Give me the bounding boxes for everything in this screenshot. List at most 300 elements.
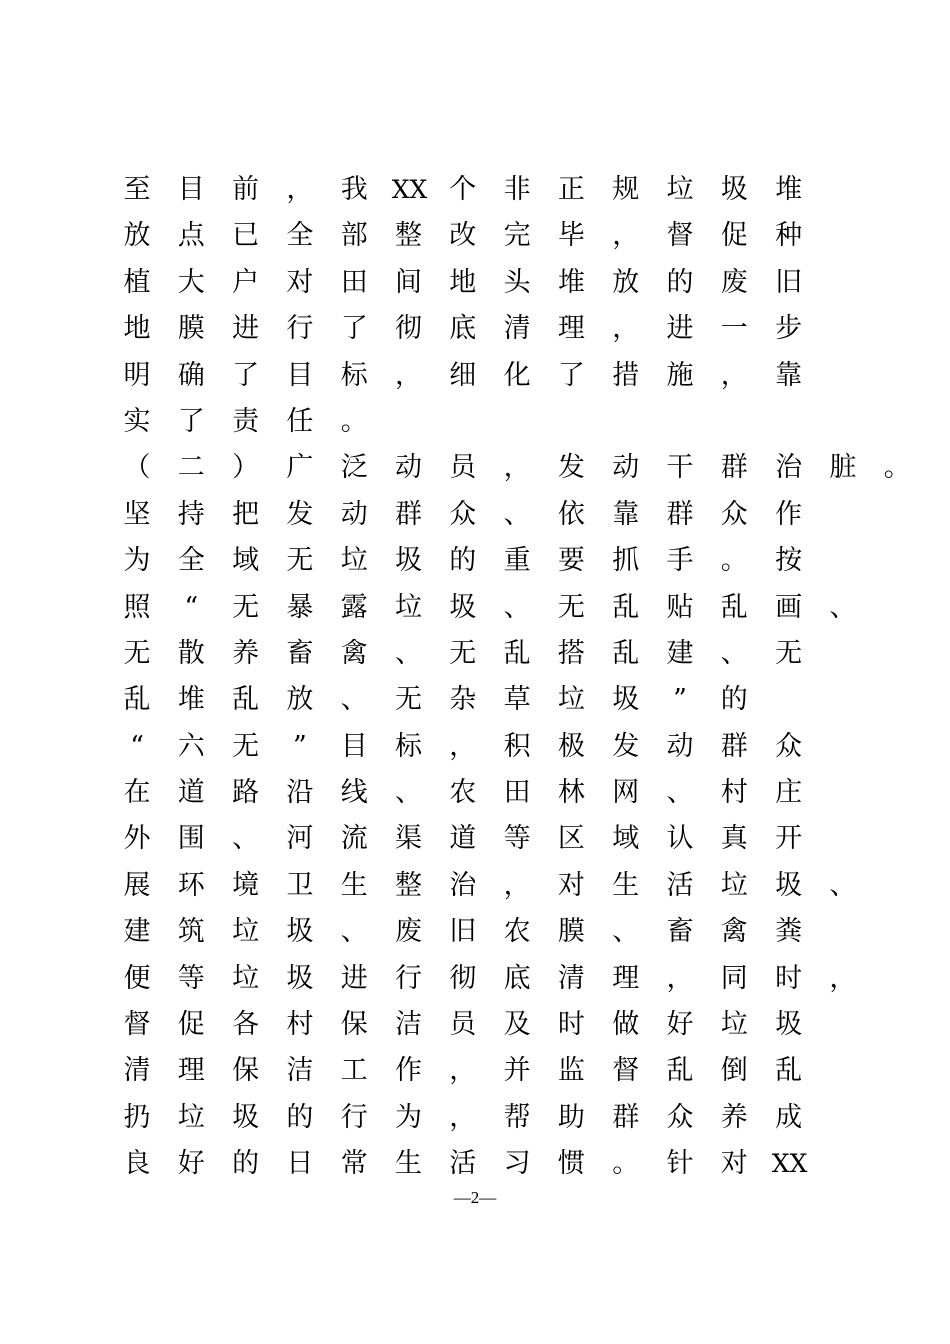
line-glyph: 暴 [286,591,314,623]
line-glyph: 良 [123,1148,151,1180]
line-glyph: 膜 [177,313,205,345]
line-glyph: 地 [449,266,477,298]
line-glyph: 圾 [395,545,422,577]
page-number: —2— [453,1188,497,1207]
line-glyph: 作 [775,498,803,530]
line-glyph: 员 [449,1009,477,1041]
line-glyph: 整 [395,220,422,252]
line-glyph: 部 [340,220,368,252]
line-glyph: 。 [612,1148,640,1180]
line-glyph: 圾 [449,591,477,623]
line-glyph: 圾 [286,962,314,994]
line-glyph: 对 [286,266,314,298]
line-glyph: 散 [177,637,205,669]
line-glyph: 放 [286,684,314,716]
line-glyph: 、 [340,916,368,948]
line-glyph: 了 [177,405,205,437]
line-glyph: 沿 [286,777,314,809]
line-glyph: 的 [666,266,694,298]
line-glyph: 督 [123,1009,151,1041]
line-glyph: ） [232,452,260,484]
line-glyph: 、 [720,637,748,669]
line-glyph: 保 [232,1055,260,1087]
line-glyph: 行 [340,1101,368,1133]
line-glyph: 进 [666,313,694,345]
line-glyph: ， [612,313,640,345]
line-glyph: 境 [232,869,260,901]
line-glyph: 乱 [232,684,260,716]
line-glyph: 抓 [612,545,640,577]
line-glyph: 作 [395,1055,422,1087]
line-glyph: 流 [340,823,368,855]
line-glyph: 至 [123,174,151,205]
line-glyph: 常 [340,1148,368,1180]
line-glyph: 的 [232,1148,260,1180]
line-glyph: 治 [449,869,477,901]
line-glyph: 养 [232,637,260,669]
line-glyph: 做 [612,1009,640,1041]
line-glyph: 田 [503,777,531,809]
line-glyph: 卫 [286,869,314,901]
line-glyph: 开 [775,823,803,855]
line-glyph: 、 [829,869,857,901]
line-glyph: 线 [340,777,368,809]
line-glyph: 众 [775,730,803,762]
line-glyph: 禽 [720,916,748,948]
line-glyph: 要 [557,545,585,577]
line-glyph: 治 [775,452,803,484]
line-glyph: 村 [286,1009,314,1041]
line-glyph: 群 [395,498,422,530]
line-glyph: 建 [666,637,694,669]
text-line [124,399,884,445]
line-glyph: 圾 [612,684,640,716]
text-line [124,1002,884,1048]
text-line [124,770,884,816]
line-glyph: 生 [395,1148,422,1180]
line-glyph: 、 [666,777,694,809]
line-glyph: 并 [503,1055,531,1087]
line-glyph: 畜 [286,637,314,669]
line-glyph: 扔 [123,1101,151,1133]
line-glyph: 明 [123,359,151,391]
line-glyph: 清 [557,962,585,994]
text-line [124,631,884,677]
line-glyph: 时 [775,962,803,994]
line-glyph: 底 [449,313,477,345]
line-glyph: 为 [123,545,151,577]
line-glyph: 无 [557,591,585,623]
line-glyph: 了 [232,359,260,391]
line-glyph: 持 [177,498,205,530]
line-glyph: 。 [720,545,748,577]
line-glyph: 区 [557,823,585,855]
line-glyph: 群 [666,498,694,530]
line-glyph: 认 [666,823,694,855]
line-glyph: 脏 [829,452,857,484]
line-glyph: 全 [177,545,205,577]
text-line [124,260,884,306]
line-glyph: 好 [177,1148,205,1180]
text-line [124,816,884,862]
line-glyph: 环 [177,869,205,901]
line-glyph: 地 [123,313,151,345]
line-glyph: 堆 [775,174,803,205]
line-glyph: XX [771,1149,808,1179]
line-glyph: 垃 [177,1101,205,1133]
line-glyph: 靠 [775,359,803,391]
text-line [124,213,884,259]
line-glyph: 确 [177,359,205,391]
line-glyph: 动 [340,498,368,530]
line-glyph: 养 [720,1101,748,1133]
text-line [124,677,884,723]
line-glyph: “ [130,730,144,762]
line-glyph: 惯 [557,1148,585,1180]
text-line [124,909,884,955]
text-line [124,724,884,770]
line-glyph: 杂 [449,684,477,716]
line-glyph: 农 [503,916,531,948]
line-glyph: 成 [775,1101,803,1133]
line-glyph: 了 [340,313,368,345]
line-glyph: 乱 [720,591,748,623]
line-glyph: 众 [449,498,477,530]
line-glyph: 旧 [449,916,477,948]
line-glyph: 促 [720,220,748,252]
line-glyph: 日 [286,1148,314,1180]
line-glyph: 工 [340,1055,368,1087]
line-glyph: 广 [286,452,314,484]
line-glyph: ， [720,359,748,391]
line-glyph: 改 [449,220,477,252]
line-glyph: 网 [612,777,640,809]
line-glyph: 彻 [449,962,477,994]
text-line [124,1048,884,1094]
body-text [123,167,911,1188]
line-glyph: 进 [232,313,260,345]
line-glyph: 对 [720,1148,748,1180]
text-line [124,956,884,1002]
line-glyph: 目 [340,730,368,762]
line-glyph: 正 [557,174,585,205]
line-glyph: ， [449,1055,477,1087]
line-glyph: 、 [395,777,422,809]
line-glyph: 、 [829,591,857,623]
line-glyph: 洁 [395,1009,422,1041]
line-glyph: 林 [557,777,585,809]
line-glyph: 化 [503,359,531,391]
line-glyph: 筑 [177,916,205,948]
line-glyph: 种 [775,220,803,252]
line-glyph: 便 [123,962,151,994]
line-glyph: 无 [232,730,260,762]
text-line [124,538,884,584]
line-glyph: 堆 [177,684,205,716]
line-glyph: 路 [232,777,260,809]
line-glyph: （ [123,452,151,484]
line-glyph: 圾 [775,1009,803,1041]
line-glyph: 乱 [612,591,640,623]
line-glyph: 照 [123,591,151,623]
line-glyph: 整 [395,869,422,901]
line-glyph: 保 [340,1009,368,1041]
line-glyph: 域 [232,545,260,577]
line-glyph: 动 [612,452,640,484]
line-glyph: 群 [720,730,748,762]
line-glyph: 。 [340,405,368,437]
line-glyph: ， [286,174,314,205]
line-glyph: 河 [286,823,314,855]
line-glyph: 众 [720,498,748,530]
line-glyph: 等 [177,962,205,994]
line-glyph: 、 [612,916,640,948]
line-glyph: 我 [340,174,368,205]
line-glyph: 放 [123,220,151,252]
line-glyph: 间 [395,266,422,298]
line-glyph: 展 [123,869,151,901]
line-glyph: 草 [503,684,531,716]
line-glyph: 手 [666,545,694,577]
line-glyph: 六 [177,730,205,762]
line-glyph: 施 [666,359,694,391]
line-glyph: 习 [503,1148,531,1180]
line-glyph: 依 [557,498,585,530]
line-glyph: 田 [340,266,368,298]
text-line [124,167,884,213]
line-glyph: 禽 [340,637,368,669]
line-glyph: ” [292,730,307,762]
line-glyph: 头 [503,266,531,298]
line-glyph: 外 [123,823,151,855]
line-glyph: 目 [286,359,314,391]
line-glyph: 、 [503,498,531,530]
line-glyph: 标 [340,359,368,391]
line-glyph: 活 [666,869,694,901]
line-glyph: 村 [720,777,748,809]
line-glyph: 动 [395,452,422,484]
line-glyph: 发 [286,498,314,530]
line-glyph: 道 [449,823,477,855]
line-glyph: 坚 [123,498,151,530]
line-glyph: ” [673,684,687,716]
line-glyph: 垃 [720,1009,748,1041]
line-glyph: 监 [557,1055,585,1087]
line-glyph: 户 [232,266,260,298]
line-glyph: 道 [177,777,205,809]
line-glyph: 积 [503,730,531,762]
line-glyph: 实 [123,405,151,437]
line-glyph: 画 [775,591,803,623]
line-glyph: 、 [232,823,260,855]
line-glyph: ， [449,1101,477,1133]
line-glyph: 已 [232,220,260,252]
line-glyph: 的 [449,545,477,577]
line-glyph: 旧 [775,266,803,298]
line-glyph: 群 [720,452,748,484]
line-glyph: 在 [123,777,151,809]
line-glyph: 无 [775,637,803,669]
line-glyph: 各 [232,1009,260,1041]
line-glyph: 无 [123,637,151,669]
line-glyph: 洁 [286,1055,314,1087]
line-glyph: ， [612,220,640,252]
text-line [124,306,884,352]
line-glyph: 毕 [557,220,585,252]
text-line [124,1095,884,1141]
line-glyph: “ [184,591,199,623]
line-glyph: 、 [503,591,531,623]
line-glyph: 建 [123,916,151,948]
line-glyph: 督 [666,220,694,252]
line-glyph: 无 [449,637,477,669]
line-glyph: 点 [177,220,205,252]
line-glyph: 干 [666,452,694,484]
line-glyph: 无 [286,545,314,577]
line-glyph: 垃 [232,916,260,948]
line-glyph: 垃 [666,174,694,205]
line-glyph: 规 [612,174,640,205]
line-glyph: 垃 [557,684,585,716]
line-glyph: 贴 [666,591,694,623]
line-glyph: 膜 [557,916,585,948]
line-glyph: 生 [340,869,368,901]
line-glyph: 行 [395,962,422,994]
line-glyph: 废 [395,916,422,948]
line-glyph: 理 [557,313,585,345]
line-glyph: 垃 [395,591,422,623]
line-glyph: 帮 [503,1101,531,1133]
line-glyph: 废 [720,266,748,298]
line-glyph: 对 [557,869,585,901]
line-glyph: 活 [449,1148,477,1180]
line-glyph: 等 [503,823,531,855]
line-glyph: 搭 [557,637,585,669]
line-glyph: 垃 [340,545,368,577]
line-glyph: 生 [612,869,640,901]
line-glyph: 彻 [395,313,422,345]
line-glyph: 个 [449,174,477,205]
line-glyph: 一 [720,313,748,345]
line-glyph: ， [666,962,694,994]
line-glyph: ， [503,869,531,901]
line-glyph: 农 [449,777,477,809]
line-glyph: 堆 [557,266,585,298]
line-glyph: 目 [177,174,205,205]
line-glyph: 圾 [232,1101,260,1133]
line-glyph: ， [449,730,477,762]
line-glyph: 理 [612,962,640,994]
line-glyph: 助 [557,1101,585,1133]
line-glyph: 员 [449,452,477,484]
line-glyph: 植 [123,266,151,298]
line-glyph: 众 [666,1101,694,1133]
line-glyph: 乱 [666,1055,694,1087]
line-glyph: 群 [612,1101,640,1133]
line-glyph: 圾 [775,869,803,901]
line-glyph: 庄 [775,777,803,809]
line-glyph: 放 [612,266,640,298]
line-glyph: 无 [232,591,260,623]
line-glyph: 措 [612,359,640,391]
line-glyph: 了 [557,359,585,391]
line-glyph: 垃 [720,869,748,901]
text-line [124,1141,884,1187]
line-glyph: 标 [395,730,422,762]
line-glyph: 畜 [666,916,694,948]
line-glyph: 乱 [612,637,640,669]
line-glyph: 进 [340,962,368,994]
line-glyph: 完 [503,220,531,252]
line-glyph: 发 [612,730,640,762]
line-glyph: 非 [503,174,531,205]
line-glyph: ， [395,359,422,391]
line-glyph: 针 [666,1148,694,1180]
line-glyph: 重 [503,545,531,577]
line-glyph: 露 [340,591,368,623]
line-glyph: 大 [177,266,205,298]
line-glyph: 及 [503,1009,531,1041]
line-glyph: 围 [177,823,205,855]
section-heading-line [123,445,911,491]
line-glyph: 圾 [720,174,748,205]
text-line [124,492,884,538]
line-glyph: 行 [286,313,314,345]
line-glyph: 真 [720,823,748,855]
line-glyph: 乱 [775,1055,803,1087]
line-glyph: 底 [503,962,531,994]
line-glyph: 按 [775,545,803,577]
line-glyph: 无 [395,684,422,716]
line-glyph: 渠 [395,823,422,855]
line-glyph: 粪 [775,916,803,948]
line-glyph: 好 [666,1009,694,1041]
line-glyph: 的 [286,1101,314,1133]
line-glyph: 清 [123,1055,151,1087]
line-glyph: XX [391,175,428,204]
line-glyph: 。 [883,452,911,484]
text-line [124,863,884,909]
line-glyph: 为 [395,1101,422,1133]
line-glyph: 全 [286,220,314,252]
line-glyph: 圾 [286,916,314,948]
line-glyph: 的 [720,684,748,716]
line-glyph: 促 [177,1009,205,1041]
line-glyph: 倒 [720,1055,748,1087]
line-glyph: 步 [775,313,803,345]
line-glyph: 极 [557,730,585,762]
line-glyph: 垃 [232,962,260,994]
text-line [124,353,884,399]
line-glyph: 二 [177,452,205,484]
line-glyph: 泛 [340,452,368,484]
line-glyph: 督 [612,1055,640,1087]
line-glyph: 任 [286,405,314,437]
line-glyph: ， [503,452,531,484]
line-glyph: 理 [177,1055,205,1087]
line-glyph: 动 [666,730,694,762]
line-glyph: 发 [557,452,585,484]
line-glyph: 、 [340,684,368,716]
line-glyph: 靠 [612,498,640,530]
line-glyph: 乱 [503,637,531,669]
line-glyph: 清 [503,313,531,345]
line-glyph: 同 [720,962,748,994]
line-glyph: 时 [557,1009,585,1041]
line-glyph: 、 [395,637,422,669]
line-glyph: 前 [232,174,260,205]
line-glyph: ， [829,962,857,994]
